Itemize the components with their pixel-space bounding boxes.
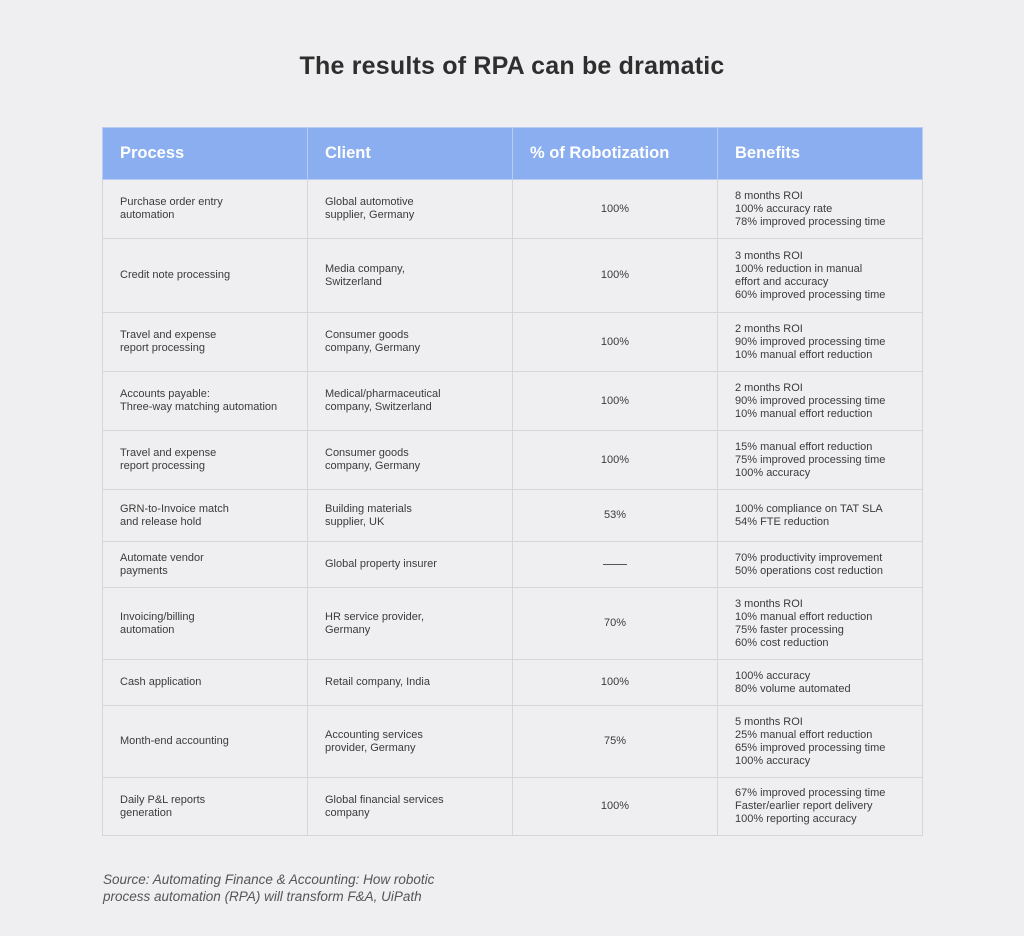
cell-client: Media company, Switzerland: [308, 239, 513, 313]
cell-process: Travel and expense report processing: [103, 313, 308, 372]
cell-robotization: 100%: [513, 778, 718, 836]
cell-client: Retail company, India: [308, 660, 513, 706]
table-row: [103, 180, 923, 239]
cell-robotization: 100%: [513, 239, 718, 313]
cell-client: Global property insurer: [308, 542, 513, 588]
cell-process: Credit note processing: [103, 239, 308, 313]
cell-process: Cash application: [103, 660, 308, 706]
results-table: [102, 127, 923, 836]
table-row: [103, 431, 923, 490]
cell-robotization: [513, 542, 718, 588]
header-process: Process: [103, 128, 308, 180]
page-title: The results of RPA can be dramatic: [299, 52, 725, 80]
cell-benefits: 3 months ROI 10% manual effort reduction 75% faster processing 60% cost reduction: [718, 588, 923, 660]
cell-benefits: 8 months ROI 100% accuracy rate 78% improved processing time: [718, 180, 923, 239]
cell-benefits: 5 months ROI 25% manual effort reduction 65% improved processing time 100% accuracy: [718, 706, 923, 778]
cell-benefits: 2 months ROI 90% improved processing time 10% manual effort reduction: [718, 313, 923, 372]
cell-process: Travel and expense report processing: [103, 431, 308, 490]
table-row: [103, 372, 923, 431]
cell-process: Month-end accounting: [103, 706, 308, 778]
cell-benefits: 3 months ROI 100% reduction in manual effort and accuracy 60% improved processing time: [718, 239, 923, 313]
cell-process: Invoicing/billing automation: [103, 588, 308, 660]
cell-client: Global financial services company: [308, 778, 513, 836]
cell-robotization: 100%: [513, 372, 718, 431]
cell-robotization: 53%: [513, 490, 718, 542]
cell-client: Medical/pharmaceutical company, Switzerland: [308, 372, 513, 431]
table-row: [103, 239, 923, 313]
table-row: [103, 490, 923, 542]
cell-benefits: 100% accuracy 80% volume automated: [718, 660, 923, 706]
header-benefits: Benefits: [718, 128, 923, 180]
cell-robotization: 100%: [513, 431, 718, 490]
source-citation: Source: Automating Finance & Accounting: How robotic process automation (RPA) will transform F&A, UiPath: [103, 872, 435, 904]
cell-client: Consumer goods company, Germany: [308, 431, 513, 490]
cell-process: GRN-to-Invoice match and release hold: [103, 490, 308, 542]
cell-process: Automate vendor payments: [103, 542, 308, 588]
cell-robotization: 100%: [513, 313, 718, 372]
table-row: [103, 542, 923, 588]
cell-client: Building materials supplier, UK: [308, 490, 513, 542]
table-row: [103, 588, 923, 660]
table-row: [103, 313, 923, 372]
cell-robotization: 70%: [513, 588, 718, 660]
cell-client: HR service provider, Germany: [308, 588, 513, 660]
not-available-dash: [603, 564, 627, 565]
cell-client: Consumer goods company, Germany: [308, 313, 513, 372]
cell-robotization: 100%: [513, 180, 718, 239]
cell-benefits: 2 months ROI 90% improved processing time 10% manual effort reduction: [718, 372, 923, 431]
cell-robotization: 100%: [513, 660, 718, 706]
cell-robotization: 75%: [513, 706, 718, 778]
cell-process: Daily P&L reports generation: [103, 778, 308, 836]
cell-benefits: 100% compliance on TAT SLA 54% FTE reduction: [718, 490, 923, 542]
header-robotization: % of Robotization: [513, 128, 718, 180]
table-row: [103, 706, 923, 778]
cell-process: Purchase order entry automation: [103, 180, 308, 239]
table-row: [103, 778, 923, 836]
cell-benefits: 70% productivity improvement 50% operations cost reduction: [718, 542, 923, 588]
table-row: [103, 660, 923, 706]
cell-benefits: 67% improved processing time Faster/earlier report delivery 100% reporting accuracy: [718, 778, 923, 836]
cell-client: Global automotive supplier, Germany: [308, 180, 513, 239]
cell-benefits: 15% manual effort reduction 75% improved processing time 100% accuracy: [718, 431, 923, 490]
cell-process: Accounts payable: Three-way matching automation: [103, 372, 308, 431]
header-client: Client: [308, 128, 513, 180]
table-header-row: [103, 128, 923, 180]
cell-client: Accounting services provider, Germany: [308, 706, 513, 778]
